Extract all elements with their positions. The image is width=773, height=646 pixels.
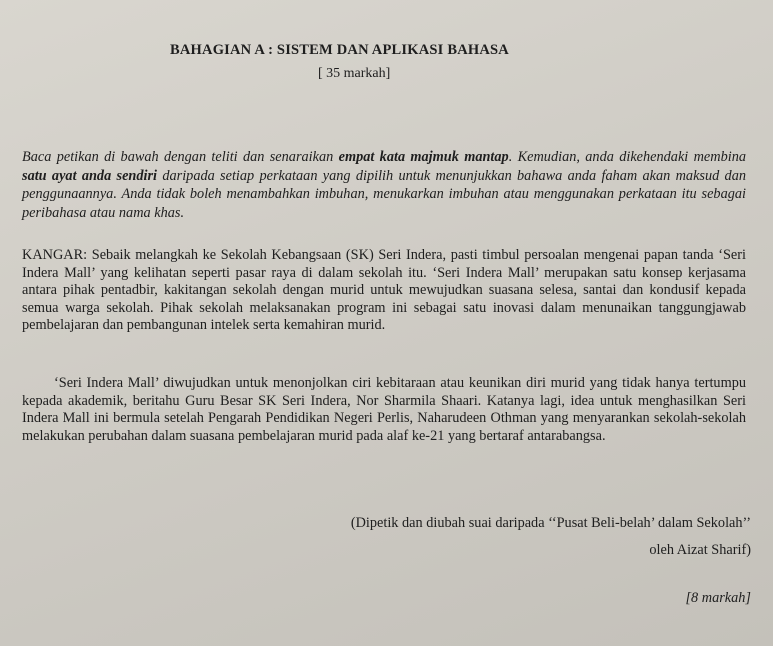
section-marks: [ 35 markah] <box>318 66 391 81</box>
citation-author: oleh Aizat Sharif) <box>649 542 751 558</box>
instructions-text-3: daripada setiap perkataan yang dipilih untuk menunjukkan bahawa anda faham akan maksud dan penggunaannya. Anda tidak boleh menambahkan imbuhan, menukarkan imbuhan atau menggunakan perkataan itu sebagai peribahasa atau nama khas. <box>22 167 747 222</box>
citation-source: (Dipetik dan diubah suai daripada ‘‘Pusat Beli-belah’ dalam Sekolah’’ <box>350 515 751 531</box>
question-marks <box>685 590 751 607</box>
instructions-emphasis-1: empat kata majmuk mantap <box>338 149 509 165</box>
section-title: BAHAGIAN A : SISTEM DAN APLIKASI BAHASA <box>170 42 509 58</box>
passage-paragraph-2: ‘Seri Indera Mall’ diwujudkan untuk menonjolkan ciri kebitaraan atau keunikan diri murid yang tidak hanya tertumpu kepada akademik, beritahu Guru Besar SK Seri Indera, Nor Sharmila Shaari. Katanya lagi, idea untuk menghasilkan Seri Indera Mall ini bermula setelah Pengarah Pendidikan Negeri Perlis, Naharudeen Othman yang menyarankan sekolah-sekolah melakukan perubahan dalam suasana pembelajaran murid pada alaf ke-21 yang bertaraf antarabangsa. <box>22 375 746 444</box>
question-marks-text: [8 markah] <box>685 590 751 606</box>
passage-paragraph-1: KANGAR: Sebaik melangkah ke Sekolah Kebangsaan (SK) Seri Indera, pasti timbul persoalan mengenai papan tanda ‘Seri Indera Mall’ yang kelihatan seperti pasar raya di dalam sekolah itu. ‘Seri Indera Mall’ merupakan satu konsep kerjasama antara pihak pentadbir, kakitangan sekolah dengan murid untuk mewujudkan suasana selesa, santai dan kondusif kepada semua warga sekolah. Pihak sekolah melaksanakan program ini sebagai satu inovasi dalam menunaikan tanggungjawab pembelajaran dan pembangunan intelek serta kemahiran murid. <box>22 247 746 334</box>
instructions-text-1: Baca petikan di bawah dengan teliti dan senaraikan <box>22 149 339 165</box>
instructions-text-2: . Kemudian, anda dikehendaki membina <box>508 149 747 165</box>
instructions-emphasis-2: satu ayat anda sendiri <box>22 167 158 184</box>
question-instructions <box>22 148 746 223</box>
